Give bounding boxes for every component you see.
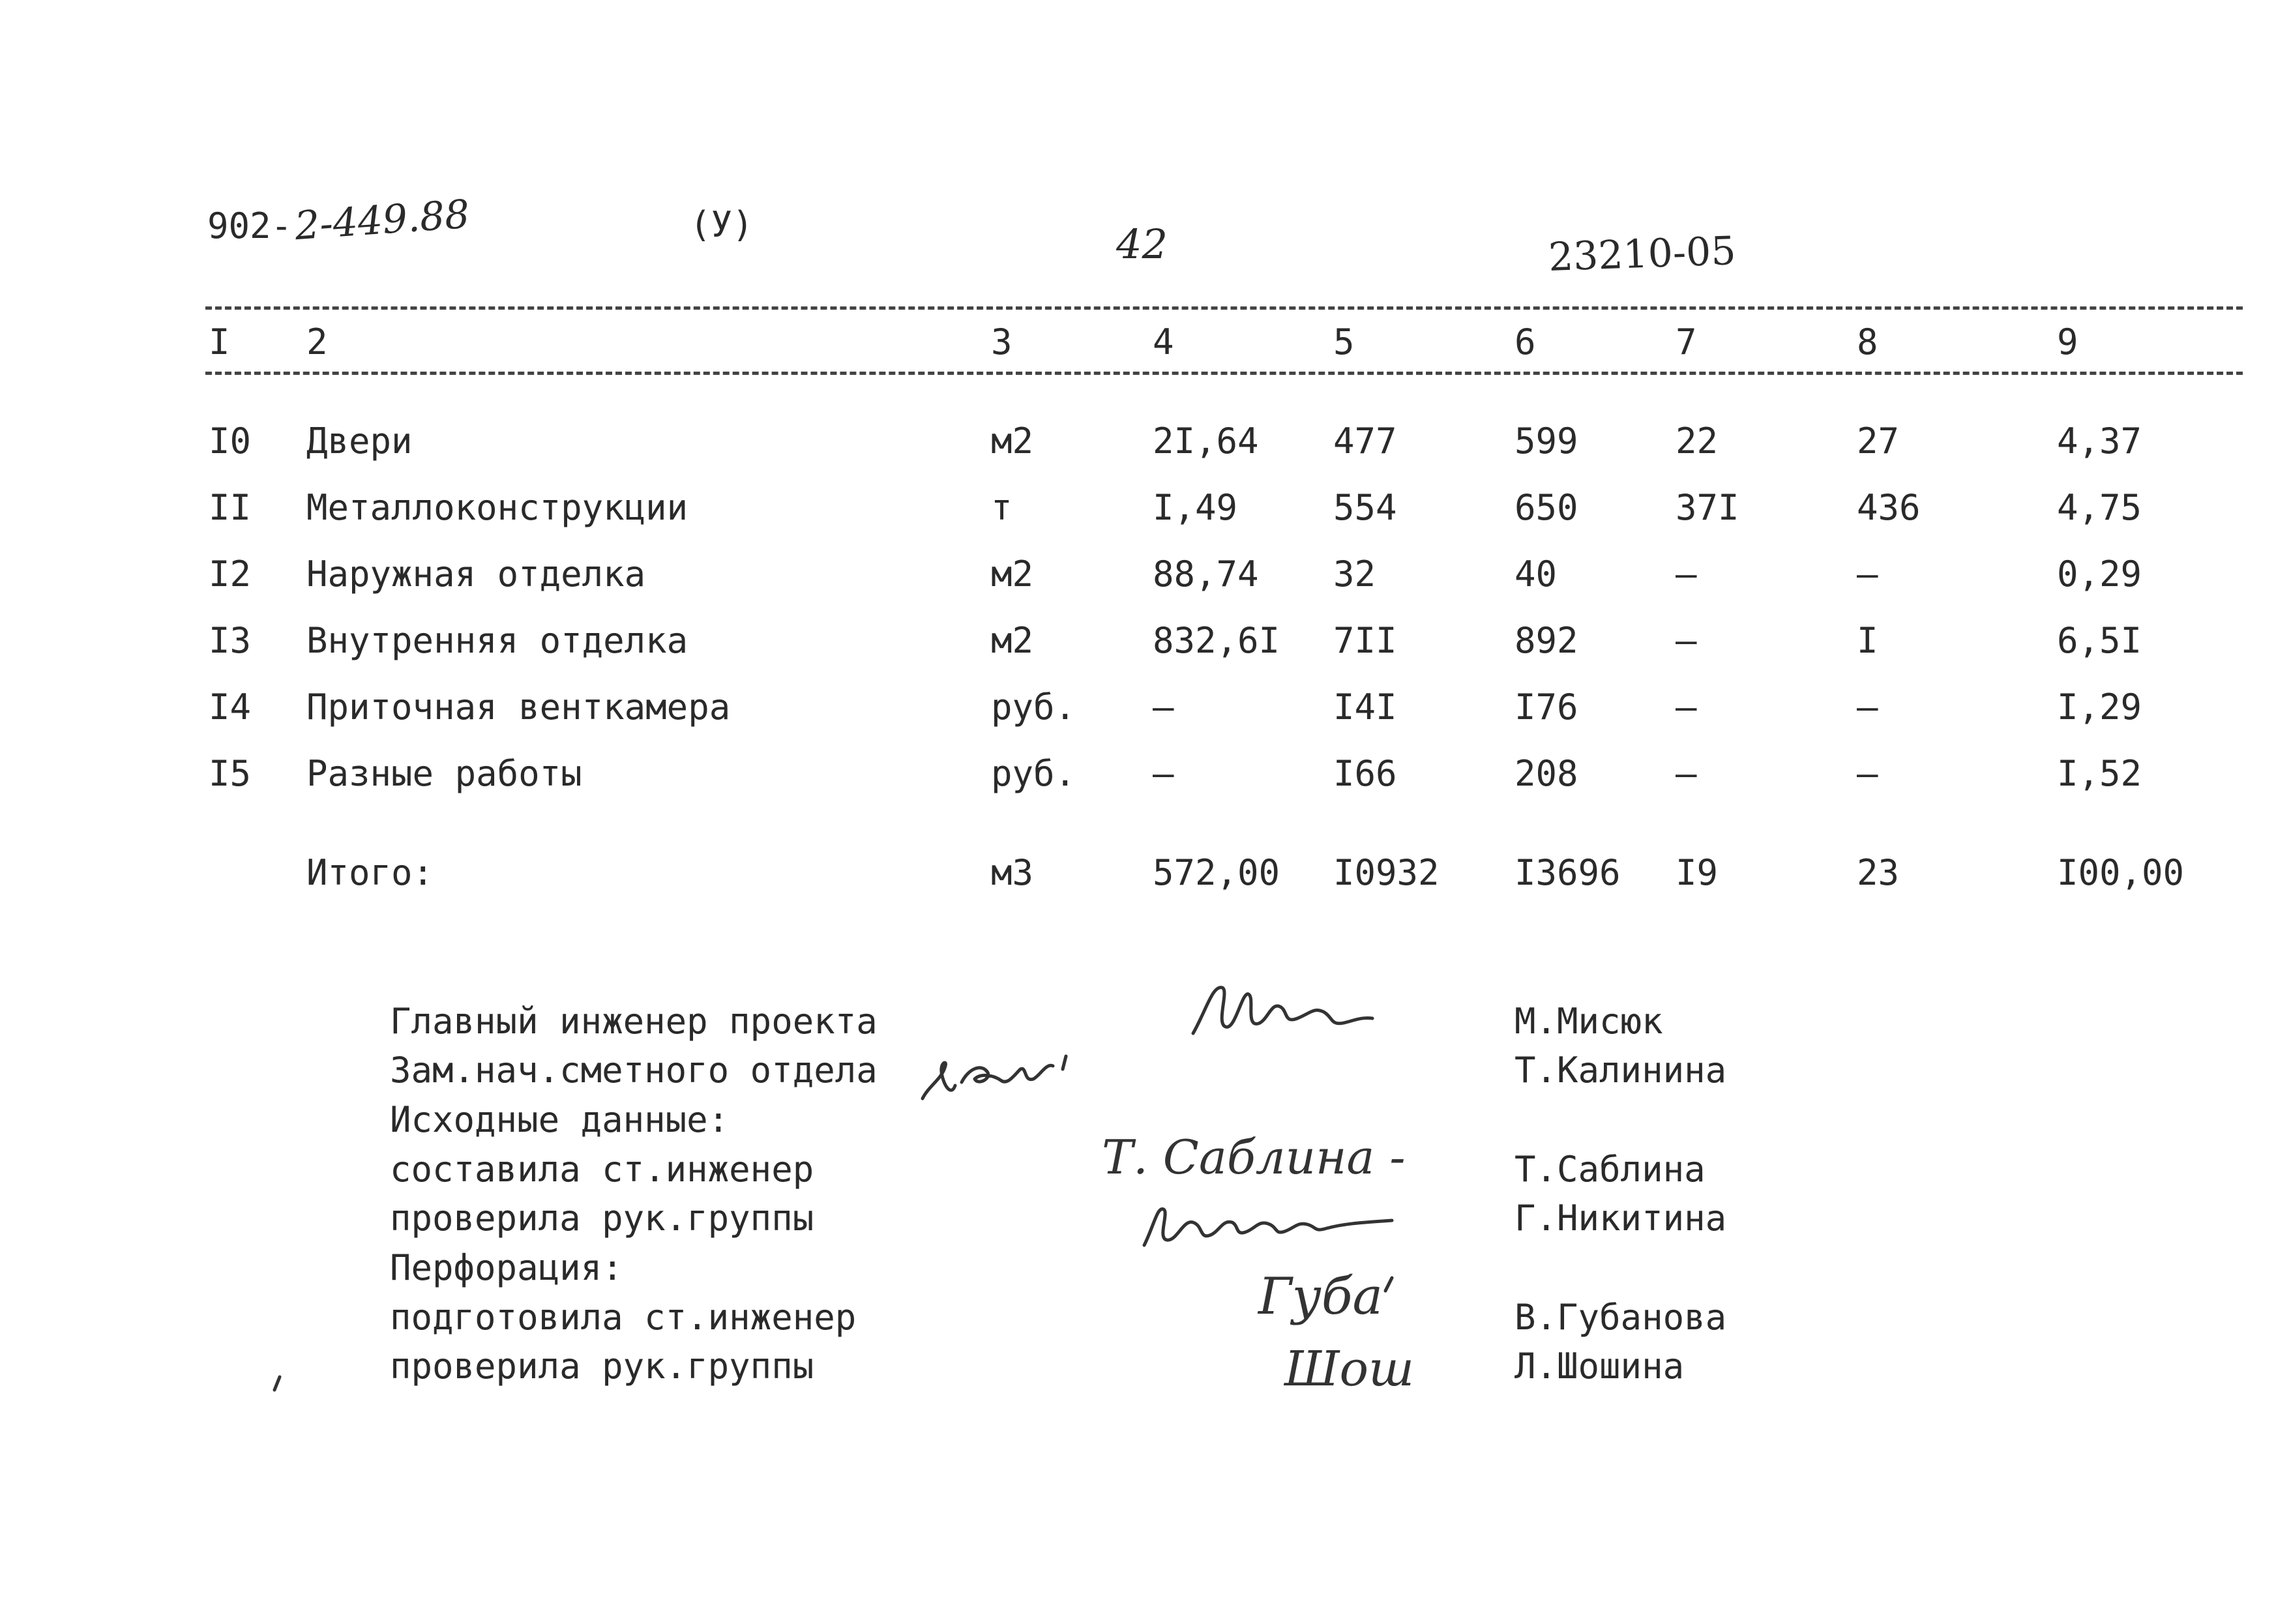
row-col5: 477 (1333, 421, 1397, 462)
signature-kalinina (916, 1040, 1086, 1112)
row-col7: 37I (1676, 487, 1739, 528)
page-number: 42 (1116, 220, 1168, 268)
total-col9: I00,00 (2057, 852, 2185, 893)
row-number: I5 (209, 753, 252, 794)
signature-role: составила ст.инженер (390, 1149, 814, 1190)
row-unit: м2 (991, 620, 1034, 661)
row-unit: руб. (991, 687, 1076, 728)
row-quantity: – (1153, 753, 1174, 794)
signature-nikitina (1131, 1187, 1405, 1258)
row-unit: т (991, 487, 1012, 528)
row-col9: 0,29 (2057, 554, 2142, 595)
row-name: Металлоконструкции (306, 487, 688, 528)
column-number: 5 (1333, 321, 1355, 362)
row-number: I0 (209, 421, 252, 462)
row-col7: – (1676, 620, 1697, 661)
column-number: 7 (1676, 321, 1697, 362)
row-col8: – (1857, 753, 1878, 794)
total-unit: м3 (991, 852, 1034, 893)
row-number: II (209, 487, 252, 528)
row-name: Двери (306, 421, 413, 462)
signature-name: Л.Шошина (1515, 1346, 1685, 1387)
row-quantity: I,49 (1153, 487, 1238, 528)
total-label: Итого: (306, 852, 434, 893)
row-col6: 892 (1515, 620, 1578, 661)
variant-label: (У) (690, 204, 754, 245)
row-col8: – (1857, 687, 1878, 728)
row-col5: 554 (1333, 487, 1397, 528)
row-col6: I76 (1515, 687, 1578, 728)
row-col5: I4I (1333, 687, 1397, 728)
signature-role: проверила рук.группы (390, 1198, 814, 1239)
column-number: 3 (991, 321, 1012, 362)
signature-shoshina (1278, 1330, 1447, 1415)
signature-name: Т.Калинина (1515, 1050, 1727, 1091)
table-top-rule (205, 306, 2243, 310)
row-col9: 4,75 (2057, 487, 2142, 528)
column-number: 8 (1857, 321, 1878, 362)
signature-role: Перфорация: (390, 1247, 623, 1288)
signature-name: Г.Никитина (1515, 1198, 1727, 1239)
signature-role: проверила рук.группы (390, 1346, 814, 1387)
column-number: 4 (1153, 321, 1174, 362)
column-number: 6 (1515, 321, 1536, 362)
row-col6: 208 (1515, 753, 1578, 794)
row-col6: 599 (1515, 421, 1578, 462)
signature-name: В.Губанова (1515, 1297, 1727, 1338)
table-header-rule (205, 372, 2243, 375)
total-col6: I3696 (1515, 852, 1621, 893)
row-quantity: 832,6I (1153, 620, 1280, 661)
signature-saablina-text: Т. Саблина - (1102, 1130, 1406, 1185)
row-col5: 32 (1333, 554, 1376, 595)
signature-misyuk (1187, 971, 1382, 1050)
row-unit: м2 (991, 554, 1034, 595)
row-quantity: 88,74 (1153, 554, 1259, 595)
row-name: Внутренняя отделка (306, 620, 688, 661)
row-unit: м2 (991, 421, 1034, 462)
signature-shoshina-text: Шош (1284, 1341, 1415, 1397)
row-col7: – (1676, 554, 1697, 595)
column-number: I (209, 321, 230, 362)
total-quantity: 572,00 (1153, 852, 1280, 893)
series-prefix: 902- (207, 205, 293, 246)
row-name: Разные работы (306, 753, 582, 794)
total-col8: 23 (1857, 852, 1900, 893)
row-col9: 4,37 (2057, 421, 2142, 462)
row-col8: 436 (1857, 487, 1921, 528)
row-col9: I,52 (2057, 753, 2142, 794)
row-quantity: 2I,64 (1153, 421, 1259, 462)
row-col7: – (1676, 753, 1697, 794)
stray-pen-mark (271, 1374, 284, 1394)
row-number: I3 (209, 620, 252, 661)
signature-name: Т.Саблина (1515, 1149, 1706, 1190)
row-col8: 27 (1857, 421, 1900, 462)
row-col6: 40 (1515, 554, 1558, 595)
row-col8: I (1857, 620, 1878, 661)
total-col5: I0932 (1333, 852, 1440, 893)
signature-role: Главный инженер проекта (390, 1001, 878, 1042)
signature-gubanova-text: Губа (1258, 1267, 1383, 1326)
row-col6: 650 (1515, 487, 1578, 528)
signature-name: М.Мисюк (1515, 1001, 1663, 1042)
row-unit: руб. (991, 753, 1076, 794)
row-col9: I,29 (2057, 687, 2142, 728)
row-number: I2 (209, 554, 252, 595)
signature-role: Исходные данные: (390, 1099, 730, 1140)
row-number: I4 (209, 687, 252, 728)
signature-role: подготовила ст.инженер (390, 1297, 857, 1338)
row-col7: – (1676, 687, 1697, 728)
column-number: 9 (2057, 321, 2078, 362)
series-handwritten: 2-449.88 (293, 191, 471, 250)
row-col9: 6,5I (2057, 620, 2142, 661)
row-quantity: – (1153, 687, 1174, 728)
row-name: Приточная венткамера (306, 687, 731, 728)
row-col7: 22 (1676, 421, 1719, 462)
row-col8: – (1857, 554, 1878, 595)
total-col7: I9 (1676, 852, 1719, 893)
signature-role: Зам.нач.сметного отдела (390, 1050, 878, 1091)
doc-code: 23210-05 (1547, 228, 1737, 280)
row-col5: I66 (1333, 753, 1397, 794)
row-col5: 7II (1333, 620, 1397, 661)
row-name: Наружная отделка (306, 554, 646, 595)
column-number: 2 (306, 321, 328, 362)
